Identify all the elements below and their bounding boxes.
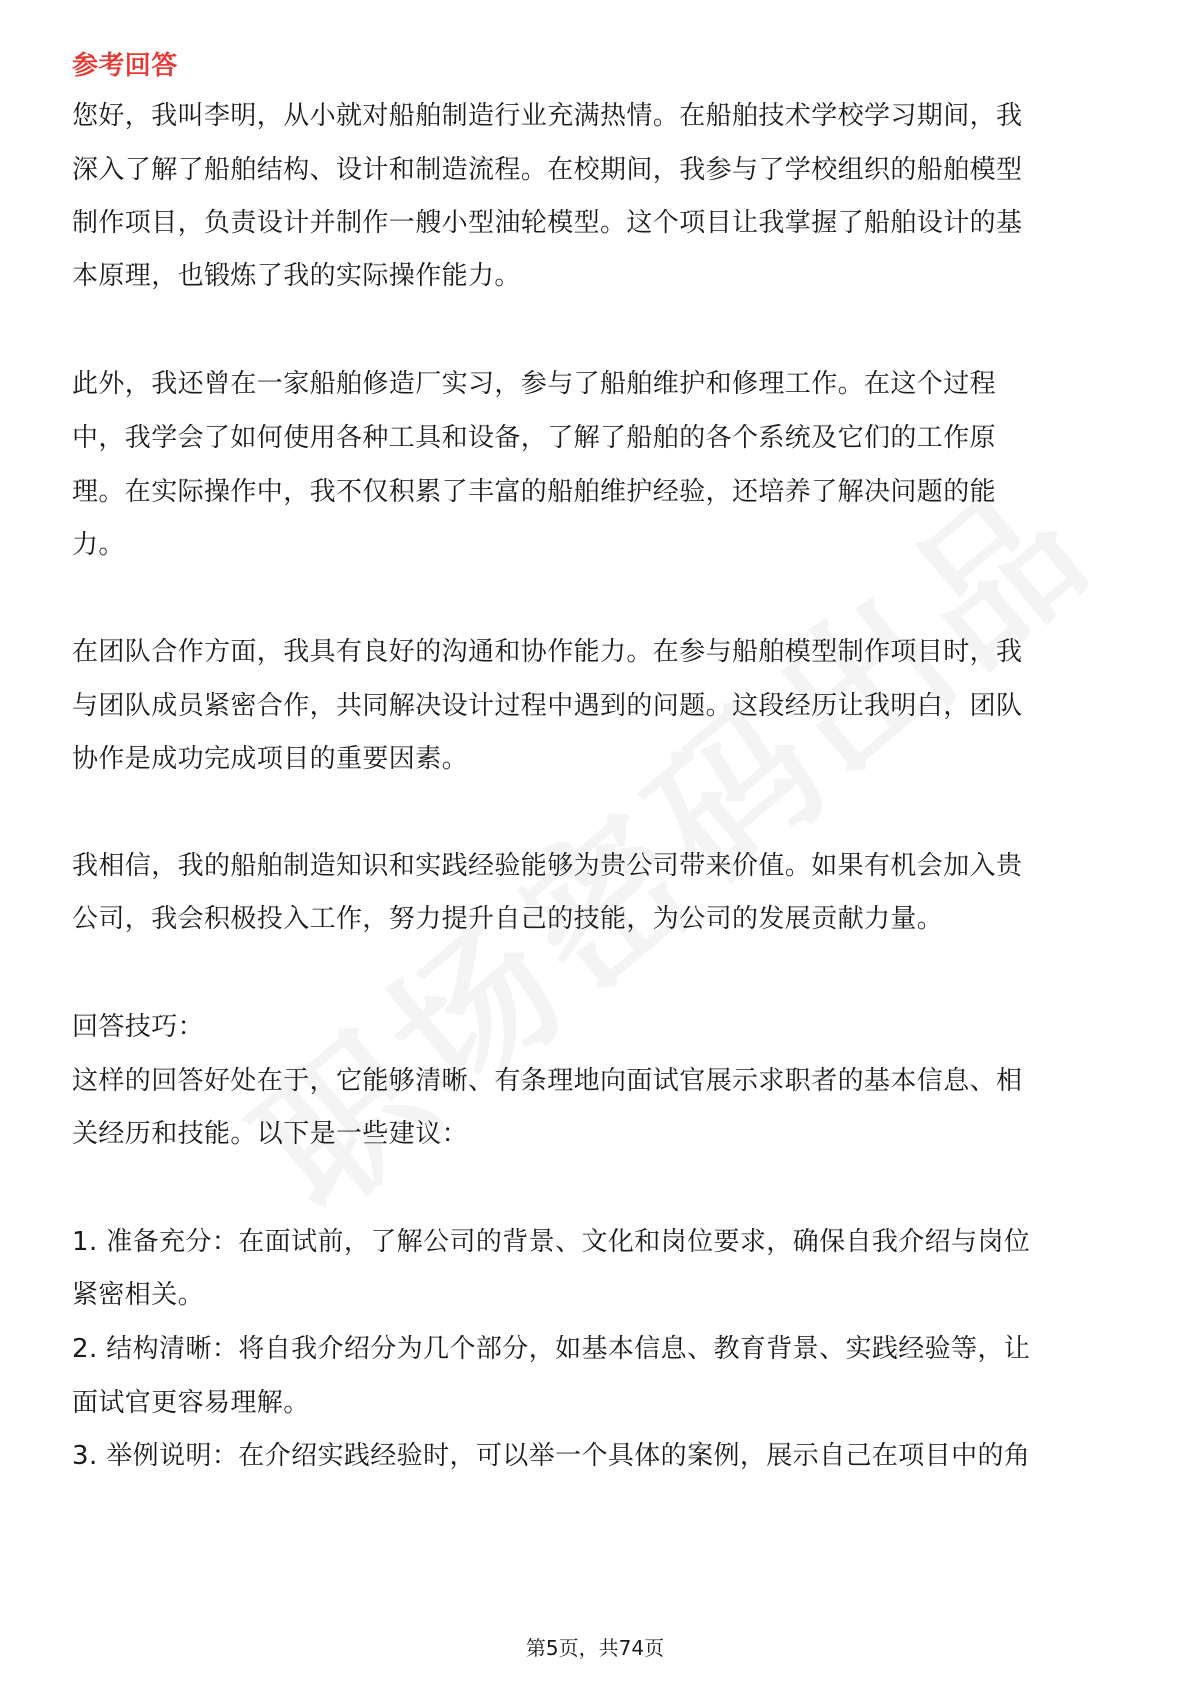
list-item-continued: 紧密相关。 <box>72 1280 205 1310</box>
paragraph-line: 在团队合作方面，我具有良好的沟通和协作能力。在参与船舶模型制作项目时，我 <box>72 637 1023 667</box>
paragraph-line: 中，我学会了如何使用各种工具和设备，了解了船舶的各个系统及它们的工作原 <box>72 423 997 453</box>
list-item: 3. 举例说明：在介绍实践经验时，可以举一个具体的案例，展示自己在项目中的角 <box>72 1441 1031 1471</box>
list-item: 1. 准备充分：在面试前，了解公司的背景、文化和岗位要求，确保自我介绍与岗位 <box>72 1227 1031 1257</box>
paragraph-line: 深入了解了船舶结构、设计和制造流程。在校期间，我参与了学校组织的船舶模型 <box>72 155 1023 185</box>
paragraph-line: 理。在实际操作中，我不仅积累了丰富的船舶维护经验，还培养了解决问题的能 <box>72 477 997 507</box>
paragraph-line: 您好，我叫李明，从小就对船舶制造行业充满热情。在船舶技术学校学习期间，我 <box>72 101 1023 131</box>
paragraph-line: 制作项目，负责设计并制作一艘小型油轮模型。这个项目让我掌握了船舶设计的基 <box>72 208 1023 238</box>
paragraph-line: 此外，我还曾在一家船舶修造厂实习，参与了船舶维护和修理工作。在这个过程 <box>72 369 997 399</box>
paragraph-line: 力。 <box>72 530 125 560</box>
paragraph-line: 协作是成功完成项目的重要因素。 <box>72 744 469 774</box>
paragraph-line: 我相信，我的船舶制造知识和实践经验能够为贵公司带来价值。如果有机会加入贵 <box>72 851 1023 881</box>
paragraph-line: 与团队成员紧密合作，共同解决设计过程中遇到的问题。这段经历让我明白，团队 <box>72 691 1023 721</box>
paragraph-line: 公司，我会积极投入工作，努力提升自己的技能，为公司的发展贡献力量。 <box>72 904 944 934</box>
paragraph-line: 关经历和技能。以下是一些建议： <box>72 1119 469 1149</box>
subheading: 回答技巧： <box>72 1012 205 1042</box>
paragraph-line: 本原理，也锻炼了我的实际操作能力。 <box>72 261 521 291</box>
list-item: 2. 结构清晰：将自我介绍分为几个部分，如基本信息、教育背景、实践经验等，让 <box>72 1334 1031 1364</box>
section-heading: 参考回答 <box>72 51 178 81</box>
paragraph-line: 这样的回答好处在于，它能够清晰、有条理地向面试官展示求职者的基本信息、相 <box>72 1066 1023 1096</box>
list-item-continued: 面试官更容易理解。 <box>72 1388 310 1418</box>
page-number: 第5页，共74页 <box>525 1636 665 1660</box>
